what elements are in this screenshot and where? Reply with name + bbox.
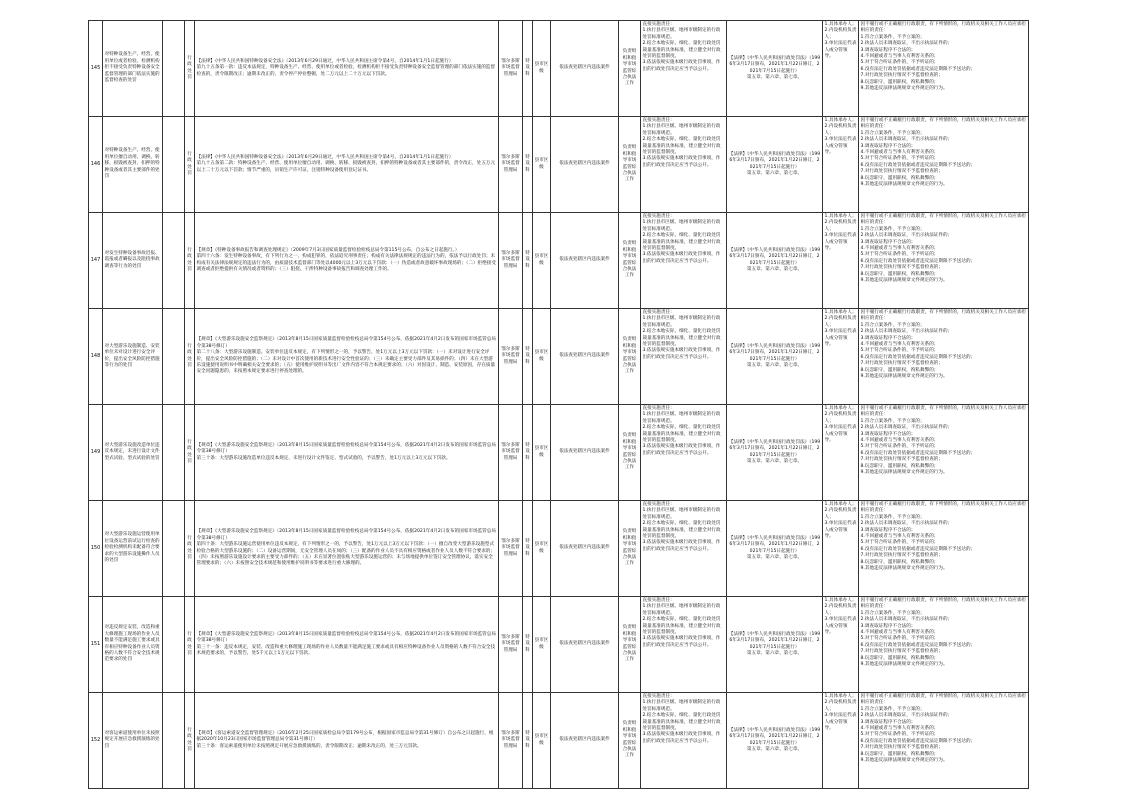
blank-cell: [163, 21, 185, 117]
procedure-law: 【法律】《中华人民共和国行政处罚法》（1996年3月17日颁布，2021年1月22日修订，2021年7月15日起施行） 第五章、第六章、第七章。: [727, 693, 823, 789]
row-number: 147: [89, 213, 103, 309]
department-duty: 负责组织和指导市场监管综合执法工作: [619, 21, 641, 117]
implementing-subject: 鄂尔多斯市场监督管理局: [499, 501, 523, 597]
power-type: 行政处罚: [185, 117, 195, 213]
item-name: 对客运索道使用单位未按照规定开展应急救援演练的处罚: [103, 693, 163, 789]
item-name: 对特种设备生产、经营、使用单位擅自动用、调换、转移、损毁被查封、扣押的特种设备或者其主要部件的处罚: [103, 117, 163, 213]
implementation-responsibility: 直接实施责任： 1.执行县市区级、地州市级制定的行政处罚标准规范。 2.结合本地实际，细化、量化行政处罚裁量基准的具体标准，建立健全对行政处罚的监督制度。 3.依法依规实施本级行政处罚事项，作出的行政处罚决定应当予以公开。: [641, 501, 727, 597]
responsible-office: 特设科: [523, 501, 533, 597]
implementing-subject: 鄂尔多斯市场监督管理局: [499, 117, 523, 213]
implementation-level: 县市区级: [533, 21, 551, 117]
department-duty: 负责组织和指导市场监管综合执法工作: [619, 501, 641, 597]
legal-basis: 【规章】《大型游乐设施安全监察规定》（2013年8月15日国家质量监督检验检疫总局令第154号公布，依据2021年4月2日发布的国家市场监管总局令第38号修订） 第二十八条：大型游乐设施制造、安装单位违反本规定，有下列情形之一的，予以警告，处1万元以上3万元以下罚款：（一）未对设计进行安全评价，提出安全风险防控措施的；（二）未对设计中首次使用的新技术进行安全性验证的；（三）未确定主要受力部件及其易损件的；（四）未在大型游乐设施使用说明书中明确相关安全要求的；（五）使用维护说明书等出厂文件内容不符合本规定要求的；（六）对因设计、制造、安装原因，存在质量安全问题隐患的，未按照本规定要求进行停查处理的。: [195, 309, 499, 405]
item-name: 对大型游乐设施运营使用单位设备运营前试运行检查的检验检测机构未配备符合要求的大型游乐设施操作人员的处罚: [103, 501, 163, 597]
department-duty: 负责组织和指导市场监管综合执法工作: [619, 693, 641, 789]
department-duty: 负责组织和指导市场监管综合执法工作: [619, 213, 641, 309]
power-type: 行政处罚: [185, 693, 195, 789]
jurisdiction-scope: 依法查处辖区内违法案件: [551, 117, 619, 213]
blank-cell: [163, 117, 185, 213]
row-number: 149: [89, 405, 103, 501]
implementation-level: 县市区级: [533, 213, 551, 309]
power-type: 行政处罚: [185, 597, 195, 693]
accountability-clauses: 因不履行或不正确履行行政职责，有下列情形的，行政机关及相关工作人员应承担相应的责任： 1.符合立案条件，不予立案的； 2.执法人员未调查取证，不出示执法证件的； 3.调查取证程序不合法的； 4.不回避或者与当事人有利害关系的； 5.对于符合听证条件的，不予听证的； 6.没有法定行政处罚依据或者违反法定期限不予送达的； 7.对行政处罚执行情况不予监督检查的； 8.玩忽职守，滥用职权，徇私舞弊的； 9.其他违反法律法规规章文件规定的行为。: [859, 21, 1029, 117]
row-number: 150: [89, 501, 103, 597]
row-number: 148: [89, 309, 103, 405]
table-row: [89, 405, 1029, 501]
blank-cell: [163, 501, 185, 597]
item-name: 对特种设备生产、经营、使用单位或者检验、检测机构拒不接受负责特种设备安全监督管理的部门依法实施的监督检查的处罚: [103, 21, 163, 117]
row-number: 152: [89, 693, 103, 789]
responsible-persons: 1.具体承办人； 2.内设机构负责人； 3.单位法定代表人或分管领导。: [823, 21, 859, 117]
power-type: 行政处罚: [185, 405, 195, 501]
item-name: 对违反规定安装、改造和重大修理施工现场的作业人员数量不能满足施工要求或具有相应特种设备作业人员资格的人数不符合安全技术规范要求的处罚: [103, 597, 163, 693]
implementing-subject: 鄂尔多斯市场监督管理局: [499, 405, 523, 501]
responsible-persons: 1.具体承办人； 2.内设机构负责人； 3.单位法定代表人或分管领导。: [823, 405, 859, 501]
blank-cell: [163, 213, 185, 309]
accountability-clauses: 因不履行或不正确履行行政职责，有下列情形的，行政机关及相关工作人员应承担相应的责任： 1.符合立案条件，不予立案的； 2.执法人员未调查取证，不出示执法证件的； 3.调查取证程序不合法的； 4.不回避或者与当事人有利害关系的； 5.对于符合听证条件的，不予听证的； 6.没有法定行政处罚依据或者违反法定期限不予送达的； 7.对行政处罚执行情况不予监督检查的； 8.玩忽职守，滥用职权，徇私舞弊的； 9.其他违反法律法规规章文件规定的行为。: [859, 213, 1029, 309]
legal-basis: 【规章】《特种设备事故报告和调查处理规定》（2009年7月3日国家质量监督检验检疫总局令第115号公布，自公布之日起施行。） 第四十六条：发生特种设备事故，有下列行为之一，构成犯罪的，依法追究刑事责任；构成有关法律法规规定的违法行为的，依法予以行政处罚；未构成有关法律法规规定的违法行为的，由质量技术监督部门等处以4000元以上3万元以下罚款：（一）伪造或者故意破坏事故现场的；（二）拒绝接受调查或者拒绝提供有关情况或者资料的；（三）阻挠、干涉特种设备事故报告和调查处理工作的。: [195, 213, 499, 309]
power-type: 行政处罚: [185, 501, 195, 597]
responsible-office: 特设科: [523, 21, 533, 117]
department-duty: 负责组织和指导市场监管综合执法工作: [619, 597, 641, 693]
blank-cell: [163, 405, 185, 501]
accountability-clauses: 因不履行或不正确履行行政职责，有下列情形的，行政机关及相关工作人员应承担相应的责任： 1.符合立案条件，不予立案的； 2.执法人员未调查取证，不出示执法证件的； 3.调查取证程序不合法的； 4.不回避或者与当事人有利害关系的； 5.对于符合听证条件的，不予听证的； 6.没有法定行政处罚依据或者违反法定期限不予送达的； 7.对行政处罚执行情况不予监督检查的； 8.玩忽职守，滥用职权，徇私舞弊的； 9.其他违反法律法规规章文件规定的行为。: [859, 405, 1029, 501]
procedure-law: 【法律】《中华人民共和国行政处罚法》（1996年3月17日颁布，2021年1月22日修订，2021年7月15日起施行） 第五章、第六章、第七章。: [727, 21, 823, 117]
procedure-law: 【法律】《中华人民共和国行政处罚法》（1996年3月17日颁布，2021年1月22日修订，2021年7月15日起施行） 第五章、第六章、第七章。: [727, 213, 823, 309]
row-number: 146: [89, 117, 103, 213]
implementation-responsibility: 直接实施责任： 1.执行县市区级、地州市级制定的行政处罚标准规范。 2.结合本地实际，细化、量化行政处罚裁量基准的具体标准，建立健全对行政处罚的监督制度。 3.依法依规实施本级行政处罚事项，作出的行政处罚决定应当予以公开。: [641, 213, 727, 309]
implementing-subject: 鄂尔多斯市场监督管理局: [499, 597, 523, 693]
implementing-subject: 鄂尔多斯市场监督管理局: [499, 693, 523, 789]
implementation-level: 县市区级: [533, 309, 551, 405]
jurisdiction-scope: 依法查处辖区内违法案件: [551, 693, 619, 789]
responsible-office: 特设科: [523, 213, 533, 309]
implementation-level: 县市区级: [533, 117, 551, 213]
implementation-responsibility: 直接实施责任： 1.执行县市区级、地州市级制定的行政处罚标准规范。 2.结合本地实际，细化、量化行政处罚裁量基准的具体标准，建立健全对行政处罚的监督制度。 3.依法依规实施本级行政处罚事项，作出的行政处罚决定应当予以公开。: [641, 117, 727, 213]
implementation-level: 县市区级: [533, 405, 551, 501]
table-row: [89, 21, 1029, 117]
implementation-responsibility: 直接实施责任： 1.执行县市区级、地州市级制定的行政处罚标准规范。 2.结合本地实际，细化、量化行政处罚裁量基准的具体标准，建立健全对行政处罚的监督制度。 3.依法依规实施本级行政处罚事项，作出的行政处罚决定应当予以公开。: [641, 693, 727, 789]
implementation-responsibility: 直接实施责任： 1.执行县市区级、地州市级制定的行政处罚标准规范。 2.结合本地实际，细化、量化行政处罚裁量基准的具体标准，建立健全对行政处罚的监督制度。 3.依法依规实施本级行政处罚事项，作出的行政处罚决定应当予以公开。: [641, 597, 727, 693]
implementation-responsibility: 直接实施责任： 1.执行县市区级、地州市级制定的行政处罚标准规范。 2.结合本地实际，细化、量化行政处罚裁量基准的具体标准，建立健全对行政处罚的监督制度。 3.依法依规实施本级行政处罚事项，作出的行政处罚决定应当予以公开。: [641, 405, 727, 501]
accountability-clauses: 因不履行或不正确履行行政职责，有下列情形的，行政机关及相关工作人员应承担相应的责任： 1.符合立案条件，不予立案的； 2.执法人员未调查取证，不出示执法证件的； 3.调查取证程序不合法的； 4.不回避或者与当事人有利害关系的； 5.对于符合听证条件的，不予听证的； 6.没有法定行政处罚依据或者违反法定期限不予送达的； 7.对行政处罚执行情况不予监督检查的； 8.玩忽职守，滥用职权，徇私舞弊的； 9.其他违反法律法规规章文件规定的行为。: [859, 117, 1029, 213]
department-duty: 负责组织和指导市场监管综合执法工作: [619, 117, 641, 213]
responsible-persons: 1.具体承办人； 2.内设机构负责人； 3.单位法定代表人或分管领导。: [823, 597, 859, 693]
table-row: [89, 597, 1029, 693]
implementation-responsibility: 直接实施责任： 1.执行县市区级、地州市级制定的行政处罚标准规范。 2.结合本地实际，细化、量化行政处罚裁量基准的具体标准，建立健全对行政处罚的监督制度。 3.依法依规实施本级行政处罚事项，作出的行政处罚决定应当予以公开。: [641, 309, 727, 405]
implementation-responsibility: 直接实施责任： 1.执行县市区级、地州市级制定的行政处罚标准规范。 2.结合本地实际，细化、量化行政处罚裁量基准的具体标准，建立健全对行政处罚的监督制度。 3.依法依规实施本级行政处罚事项，作出的行政处罚决定应当予以公开。: [641, 21, 727, 117]
row-number: 145: [89, 21, 103, 117]
table-row: [89, 501, 1029, 597]
responsible-persons: 1.具体承办人； 2.内设机构负责人； 3.单位法定代表人或分管领导。: [823, 501, 859, 597]
item-name: 对大型游乐设施改造单位违反本规定，未进行设计文件型式试验、型式试验的处罚: [103, 405, 163, 501]
power-list-table: [88, 20, 1029, 789]
implementation-level: 县市区级: [533, 501, 551, 597]
blank-cell: [163, 693, 185, 789]
implementing-subject: 鄂尔多斯市场监督管理局: [499, 213, 523, 309]
implementing-subject: 鄂尔多斯市场监督管理局: [499, 21, 523, 117]
legal-basis: 【规章】《大型游乐设施安全监察规定》（2013年8月15日国家质量监督检验检疫总局令第154号公布，依据2021年4月2日发布的国家市场监管总局令第38号修订） 第四十条：大型游乐设施运营使用单位违反本规定，有下列情形之一的，予以警告，处1万元以上3万元以下罚款：（一）擅自改变大型游乐设施型式检验合格的大型游乐设施的；（二）设备运营期间，无安全管理人员在岗的；（三）配备的作业人员不具有相应资格或者作业人员人数不符合要求的；（四）未按照游乐设施设计要求的主要受力部件的；（五）未在显著位置张贴大型游乐设施运营的；未与场地提供单位签订安全管理协议，落实安全管理要求的；（六）未按照安全技术规范和使用维护说明书等要求进行重大修理的。: [195, 501, 499, 597]
row-number: 151: [89, 597, 103, 693]
responsible-office: 特设科: [523, 693, 533, 789]
jurisdiction-scope: 依法查处辖区内违法案件: [551, 309, 619, 405]
item-name: 对大型游乐设施制造、安装单位未对设计进行安全评价，提出安全风险防控措施等行为的处罚: [103, 309, 163, 405]
procedure-law: 【法律】《中华人民共和国行政处罚法》（1996年3月17日颁布，2021年1月22日修订，2021年7月15日起施行） 第五章、第六章、第七章。: [727, 405, 823, 501]
blank-cell: [163, 309, 185, 405]
jurisdiction-scope: 依法查处辖区内违法案件: [551, 597, 619, 693]
responsible-office: 特设科: [523, 597, 533, 693]
legal-basis: 【规章】《客运索道安全监督管理规定》（2016年2月25日国家质检总局令第179号公布，根据国家市监总局令第31号修订）自公布之日起施行，根据2020年10月23日国家市场监督管理总局令第31号修订） 第三十条：客运索道使用单位未按照规定开展应急救援演练的，责令限期改正；逾期未改正的，处三万元罚款。: [195, 693, 499, 789]
implementing-subject: 鄂尔多斯市场监督管理局: [499, 309, 523, 405]
legal-basis: 【规章】《大型游乐设施安全监察规定》（2013年8月15日国家质量监督检验检疫总局令第154号公布，依据2021年4月2日发布的国家市场监管总局令第38号修订） 第三十条：大型游乐设施改造单位违反本规定，未进行设计文件鉴定、型式试验的，予以警告，处1万元以上3万元以下罚款。: [195, 405, 499, 501]
procedure-law: 【法律】《中华人民共和国行政处罚法》（1996年3月17日颁布，2021年1月22日修订，2021年7月15日起施行） 第五章、第六章、第七章。: [727, 597, 823, 693]
item-name: 对发生特种设备事故迟报、谎报或者瞒报以及阻挠事故调查等行为的处罚: [103, 213, 163, 309]
responsible-persons: 1.具体承办人； 2.内设机构负责人； 3.单位法定代表人或分管领导。: [823, 213, 859, 309]
accountability-clauses: 因不履行或不正确履行行政职责，有下列情形的，行政机关及相关工作人员应承担相应的责任： 1.符合立案条件，不予立案的； 2.执法人员未调查取证，不出示执法证件的； 3.调查取证程序不合法的； 4.不回避或者与当事人有利害关系的； 5.对于符合听证条件的，不予听证的； 6.没有法定行政处罚依据或者违反法定期限不予送达的； 7.对行政处罚执行情况不予监督检查的； 8.玩忽职守，滥用职权，徇私舞弊的； 9.其他违反法律法规规章文件规定的行为。: [859, 693, 1029, 789]
power-list-sheet: [88, 20, 1028, 790]
table-row: [89, 693, 1029, 789]
procedure-law: 【法律】《中华人民共和国行政处罚法》（1996年3月17日颁布，2021年1月22日修订，2021年7月15日起施行） 第五章、第六章、第七章。: [727, 309, 823, 405]
table-body: [89, 21, 1029, 789]
accountability-clauses: 因不履行或不正确履行行政职责，有下列情形的，行政机关及相关工作人员应承担相应的责任： 1.符合立案条件，不予立案的； 2.执法人员未调查取证，不出示执法证件的； 3.调查取证程序不合法的； 4.不回避或者与当事人有利害关系的； 5.对于符合听证条件的，不予听证的； 6.没有法定行政处罚依据或者违反法定期限不予送达的； 7.对行政处罚执行情况不予监督检查的； 8.玩忽职守，滥用职权，徇私舞弊的； 9.其他违反法律法规规章文件规定的行为。: [859, 501, 1029, 597]
accountability-clauses: 因不履行或不正确履行行政职责，有下列情形的，行政机关及相关工作人员应承担相应的责任： 1.符合立案条件，不予立案的； 2.执法人员未调查取证，不出示执法证件的； 3.调查取证程序不合法的； 4.不回避或者与当事人有利害关系的； 5.对于符合听证条件的，不予听证的； 6.没有法定行政处罚依据或者违反法定期限不予送达的； 7.对行政处罚执行情况不予监督检查的； 8.玩忽职守，滥用职权，徇私舞弊的； 9.其他违反法律法规规章文件规定的行为。: [859, 597, 1029, 693]
responsible-persons: 1.具体承办人； 2.内设机构负责人； 3.单位法定代表人或分管领导。: [823, 117, 859, 213]
legal-basis: 【法律】《中华人民共和国特种设备安全法》（2013年6月29日通过，中华人民共和国主席令第4号，自2014年1月1日起施行） 第九十五条第一款：违反本法规定，特种设备生产、经营、使用单位或者检验、检测机构拒不接受负责特种设备安全监督管理的部门依法实施的监督检查的，责令限期改正；逾期未改正的，责令停产停业整顿，处二万元以上二十万元以下罚款。: [195, 21, 499, 117]
implementation-level: 县市区级: [533, 597, 551, 693]
procedure-law: 【法律】《中华人民共和国行政处罚法》（1996年3月17日颁布，2021年1月22日修订，2021年7月15日起施行） 第五章、第六章、第七章。: [727, 117, 823, 213]
jurisdiction-scope: 依法查处辖区内违法案件: [551, 405, 619, 501]
responsible-persons: 1.具体承办人； 2.内设机构负责人； 3.单位法定代表人或分管领导。: [823, 309, 859, 405]
table-row: [89, 117, 1029, 213]
table-row: [89, 309, 1029, 405]
accountability-clauses: 因不履行或不正确履行行政职责，有下列情形的，行政机关及相关工作人员应承担相应的责任： 1.符合立案条件，不予立案的； 2.执法人员未调查取证，不出示执法证件的； 3.调查取证程序不合法的； 4.不回避或者与当事人有利害关系的； 5.对于符合听证条件的，不予听证的； 6.没有法定行政处罚依据或者违反法定期限不予送达的； 7.对行政处罚执行情况不予监督检查的； 8.玩忽职守，滥用职权，徇私舞弊的； 9.其他违反法律法规规章文件规定的行为。: [859, 309, 1029, 405]
table-row: [89, 213, 1029, 309]
power-type: 行政处罚: [185, 309, 195, 405]
jurisdiction-scope: 依法查处辖区内违法案件: [551, 213, 619, 309]
implementation-level: 县市区级: [533, 693, 551, 789]
jurisdiction-scope: 依法查处辖区内违法案件: [551, 21, 619, 117]
legal-basis: 【法律】《中华人民共和国特种设备安全法》（2013年6月29日通过，中华人民共和国主席令第4号，自2014年1月1日起施行） 第九十五条第二款：特种设备生产、经营、使用单位擅自动用、调换、转移、损毁被查封、扣押的特种设备或者其主要部件的，责令改正，处五万元以上二十万元以下罚款；情节严重的，吊销生产许可证，注销特种设备使用登记证书。: [195, 117, 499, 213]
department-duty: 负责组织和指导市场监管综合执法工作: [619, 405, 641, 501]
legal-basis: 【规章】《大型游乐设施安全监察规定》（2013年8月15日国家质量监督检验检疫总局令第154号公布，依据2021年4月2日发布的国家市场监管总局令第38号修订） 第三十一条：违反本规定，安装、改造和重大修理施工现场的作业人员数量不能满足施工要求或具有相应特种设备作业人员资格的人数不符合安全技术规范要求的，予以警告，处5千元以上1万元以下罚款。: [195, 597, 499, 693]
responsible-office: 特设科: [523, 405, 533, 501]
responsible-office: 特设科: [523, 309, 533, 405]
jurisdiction-scope: 依法查处辖区内违法案件: [551, 501, 619, 597]
power-type: 行政处罚: [185, 213, 195, 309]
responsible-office: 特设科: [523, 117, 533, 213]
responsible-persons: 1.具体承办人； 2.内设机构负责人； 3.单位法定代表人或分管领导。: [823, 693, 859, 789]
procedure-law: 【法律】《中华人民共和国行政处罚法》（1996年3月17日颁布，2021年1月22日修订，2021年7月15日起施行） 第五章、第六章、第七章。: [727, 501, 823, 597]
power-type: 行政处罚: [185, 21, 195, 117]
department-duty: 负责组织和指导市场监管综合执法工作: [619, 309, 641, 405]
blank-cell: [163, 597, 185, 693]
